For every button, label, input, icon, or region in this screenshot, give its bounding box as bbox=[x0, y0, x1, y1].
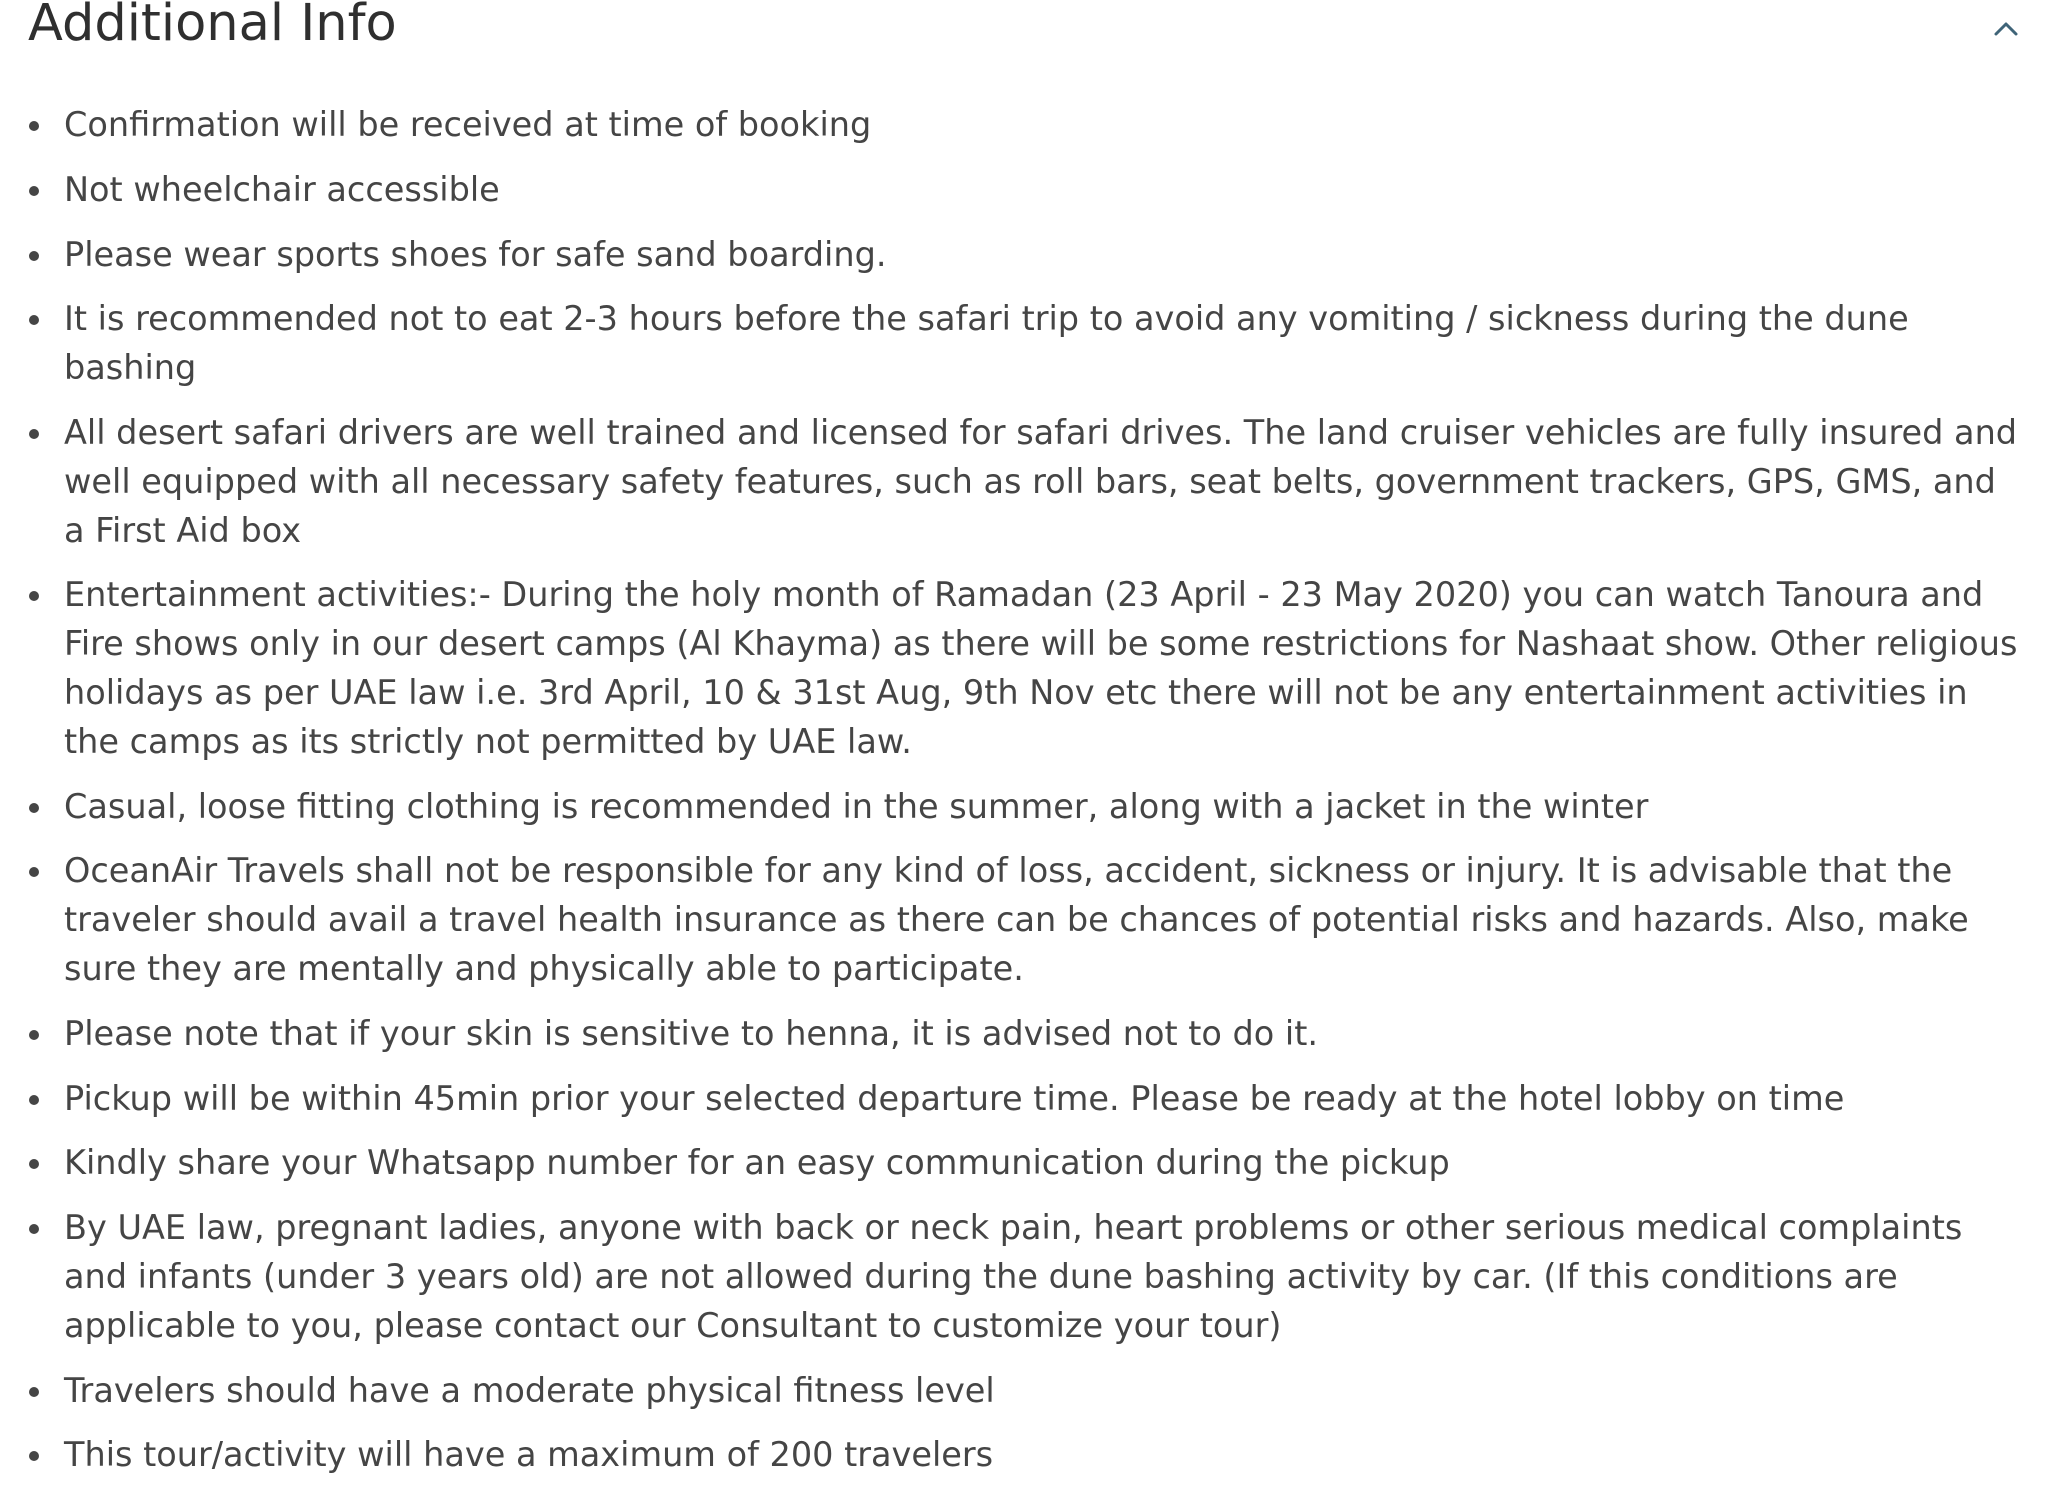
section-title: Additional Info bbox=[28, 0, 397, 53]
list-item bbox=[28, 295, 2018, 393]
bullet-icon bbox=[29, 591, 39, 601]
item-text: All desert safari drivers are well trained and licensed for safari drives. The land cruiser vehicles are fully insured and well equipped with all necessary safety features, such as roll bars, seat belts, government trackers, GPS, GMS, and a First Aid box bbox=[64, 412, 2018, 550]
item-text: By UAE law, pregnant ladies, anyone with back or neck pain, heart problems or other serious medical complaints and infants (under 3 years old) are not allowed during the dune bashing activity by car. (If this conditions are applicable to you, please contact our Consultant to customize your tour) bbox=[64, 1208, 1963, 1345]
bullet-icon bbox=[29, 1159, 39, 1169]
list-item bbox=[28, 847, 2018, 993]
list-item bbox=[28, 166, 2018, 215]
list-item bbox=[28, 1075, 2018, 1124]
bullet-icon bbox=[29, 315, 39, 325]
list-item bbox=[28, 1139, 2018, 1188]
bullet-icon bbox=[29, 251, 39, 261]
item-text: Pickup will be within 45min prior your selected departure time. Please be ready at the hotel lobby on time bbox=[64, 1078, 1845, 1118]
item-text: Casual, loose fitting clothing is recommended in the summer, along with a jacket in the winter bbox=[64, 786, 1649, 826]
bullet-icon bbox=[29, 1030, 39, 1040]
list-item bbox=[28, 1367, 2018, 1416]
item-text: Kindly share your Whatsapp number for an easy communication during the pickup bbox=[64, 1143, 1450, 1183]
item-text: Not wheelchair accessible bbox=[64, 169, 500, 209]
bullet-icon bbox=[29, 1387, 39, 1397]
list-item bbox=[28, 1204, 2018, 1350]
additional-info-header[interactable] bbox=[0, 0, 2048, 70]
item-text: Entertainment activities:- During the holy month of Ramadan (23 April - 23 May 2020) you can watch Tanoura and Fire shows only in our desert camps (Al Khayma) as there will be some restrictions for Nashaat show. Other religious holidays as per UAE law i.e. 3rd April, 10 & 31st Aug, 9th Nov etc there will not be any entertainment activities in the camps as its strictly not permitted by UAE law. bbox=[64, 575, 2018, 761]
bullet-icon bbox=[29, 1224, 39, 1234]
collapse-toggle[interactable] bbox=[1986, 12, 2026, 44]
item-text: Please note that if your skin is sensitive to henna, it is advised not to do it. bbox=[64, 1013, 1319, 1053]
bullet-icon bbox=[29, 186, 39, 196]
bullet-icon bbox=[29, 1451, 39, 1461]
bullet-icon bbox=[29, 1095, 39, 1105]
item-text: OceanAir Travels shall not be responsible for any kind of loss, accident, sickness or injury. It is advisable that the traveler should avail a travel health insurance as there can be chances of potential risks and hazards. Also, make sure they are mentally and physically able to participate. bbox=[64, 851, 1969, 988]
bullet-icon bbox=[29, 867, 39, 877]
bullet-icon bbox=[29, 429, 39, 439]
list-item bbox=[28, 101, 2018, 150]
list-item bbox=[28, 1431, 2018, 1480]
bullet-icon bbox=[29, 121, 39, 131]
item-text: Travelers should have a moderate physical fitness level bbox=[64, 1370, 995, 1410]
chevron-up-icon bbox=[1986, 12, 2026, 44]
item-text: Confirmation will be received at time of booking bbox=[64, 105, 872, 144]
list-item bbox=[28, 409, 2018, 555]
list-item bbox=[28, 571, 2018, 766]
item-text: It is recommended not to eat 2-3 hours before the safari trip to avoid any vomiting / sickness during the dune bashing bbox=[64, 299, 1909, 388]
additional-info-list bbox=[28, 101, 2018, 1496]
item-text: This tour/activity will have a maximum of 200 travelers bbox=[64, 1435, 994, 1475]
list-item bbox=[28, 783, 2018, 832]
list-item bbox=[28, 231, 2018, 280]
item-text: Please wear sports shoes for safe sand boarding. bbox=[64, 234, 887, 274]
bullet-icon bbox=[29, 803, 39, 813]
list-item bbox=[28, 1010, 2018, 1059]
